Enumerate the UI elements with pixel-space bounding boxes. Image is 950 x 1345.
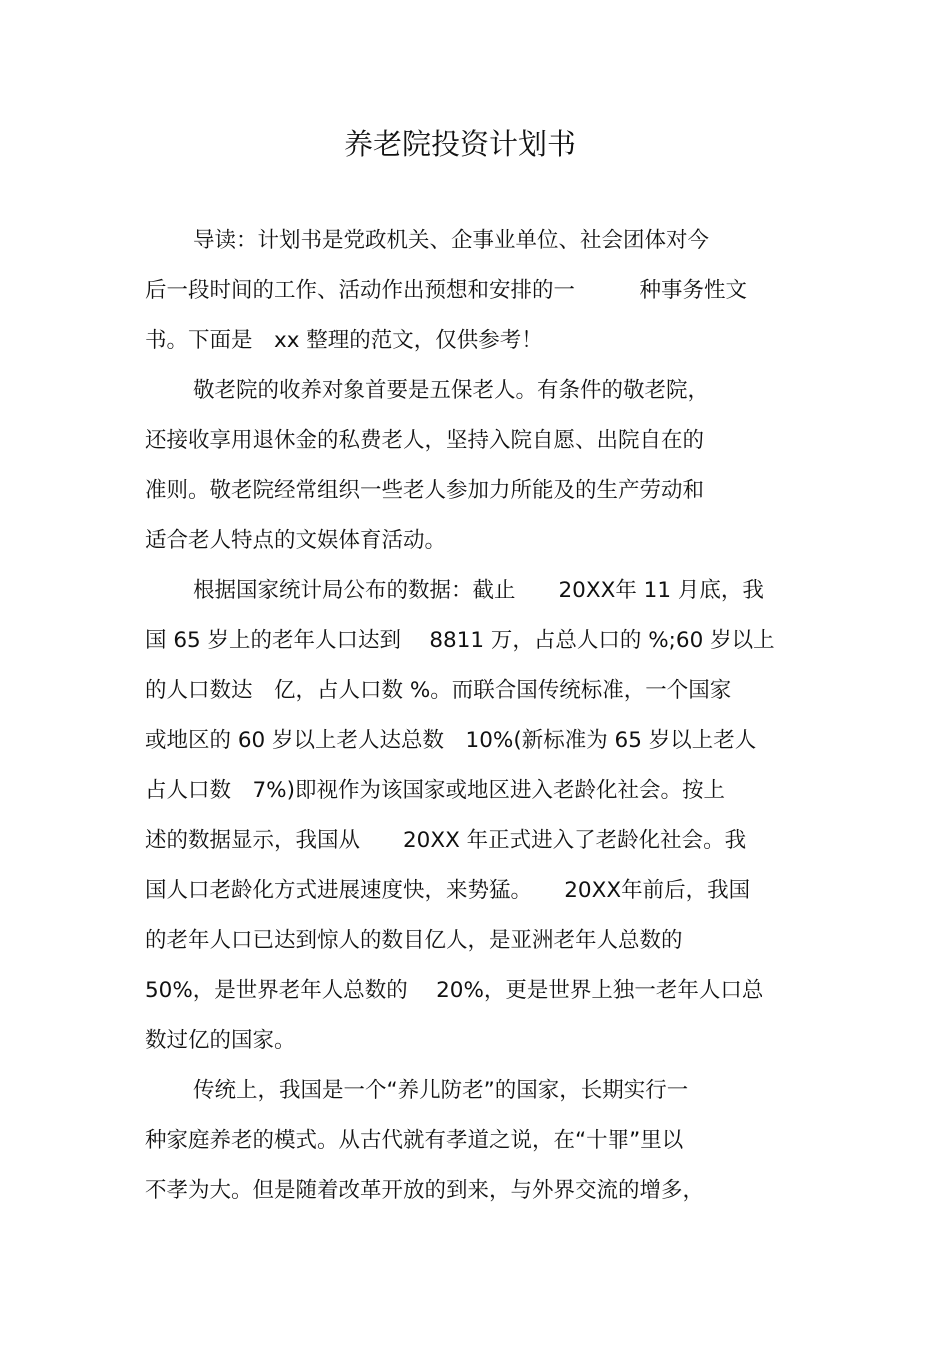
- body-line: 适合老人特点的文娱体育活动。: [145, 528, 447, 553]
- body-line: 数过亿的国家。: [145, 1028, 296, 1053]
- body-line: 还接收享用退休金的私费老人，坚持入院自愿、出院自在的: [145, 428, 705, 453]
- body-line: 国 65 岁上的老年人口达到 8811 万，占总人口的 %;60 岁以上: [145, 628, 775, 653]
- body-line: 不孝为大。但是随着改革开放的到来，与外界交流的增多，: [145, 1178, 705, 1203]
- body-line: 占人口数 7%)即视作为该国家或地区进入老龄化社会。按上: [145, 778, 725, 803]
- document-title: 养老院投资计划书: [343, 127, 576, 161]
- body-line: 传统上，我国是一个“养儿防老”的国家，长期实行一: [193, 1078, 689, 1103]
- body-line: 国人口老龄化方式进展速度快，来势猛。 20XX年前后，我国: [145, 878, 751, 903]
- body-line: 敬老院的收养对象首要是五保老人。有条件的敬老院，: [193, 378, 710, 403]
- body-line: 根据国家统计局公布的数据：截止 20XX年 11 月底，我: [193, 578, 764, 603]
- body-line: 的人口数达 亿，占人口数 %。而联合国传统标准，一个国家: [145, 678, 732, 703]
- body-line: 种家庭养老的模式。从古代就有孝道之说，在“十罪”里以: [145, 1128, 684, 1153]
- body-line: 准则。敬老院经常组织一些老人参加力所能及的生产劳动和: [145, 478, 705, 503]
- body-line: 50%，是世界老年人总数的 20%，更是世界上独一老年人口总: [145, 978, 764, 1003]
- body-line: 书。下面是 xx 整理的范文，仅供参考！: [145, 328, 543, 353]
- body-line: 导读：计划书是党政机关、企事业单位、社会团体对今: [193, 228, 710, 253]
- body-line: 后一段时间的工作、活动作出预想和安排的一 种事务性文: [145, 278, 748, 303]
- body-line: 或地区的 60 岁以上老人达总数 10%(新标准为 65 岁以上老人: [145, 728, 757, 753]
- body-line: 的老年人口已达到惊人的数目亿人，是亚洲老年人总数的: [145, 928, 683, 953]
- body-line: 述的数据显示，我国从 20XX 年正式进入了老龄化社会。我: [145, 828, 747, 853]
